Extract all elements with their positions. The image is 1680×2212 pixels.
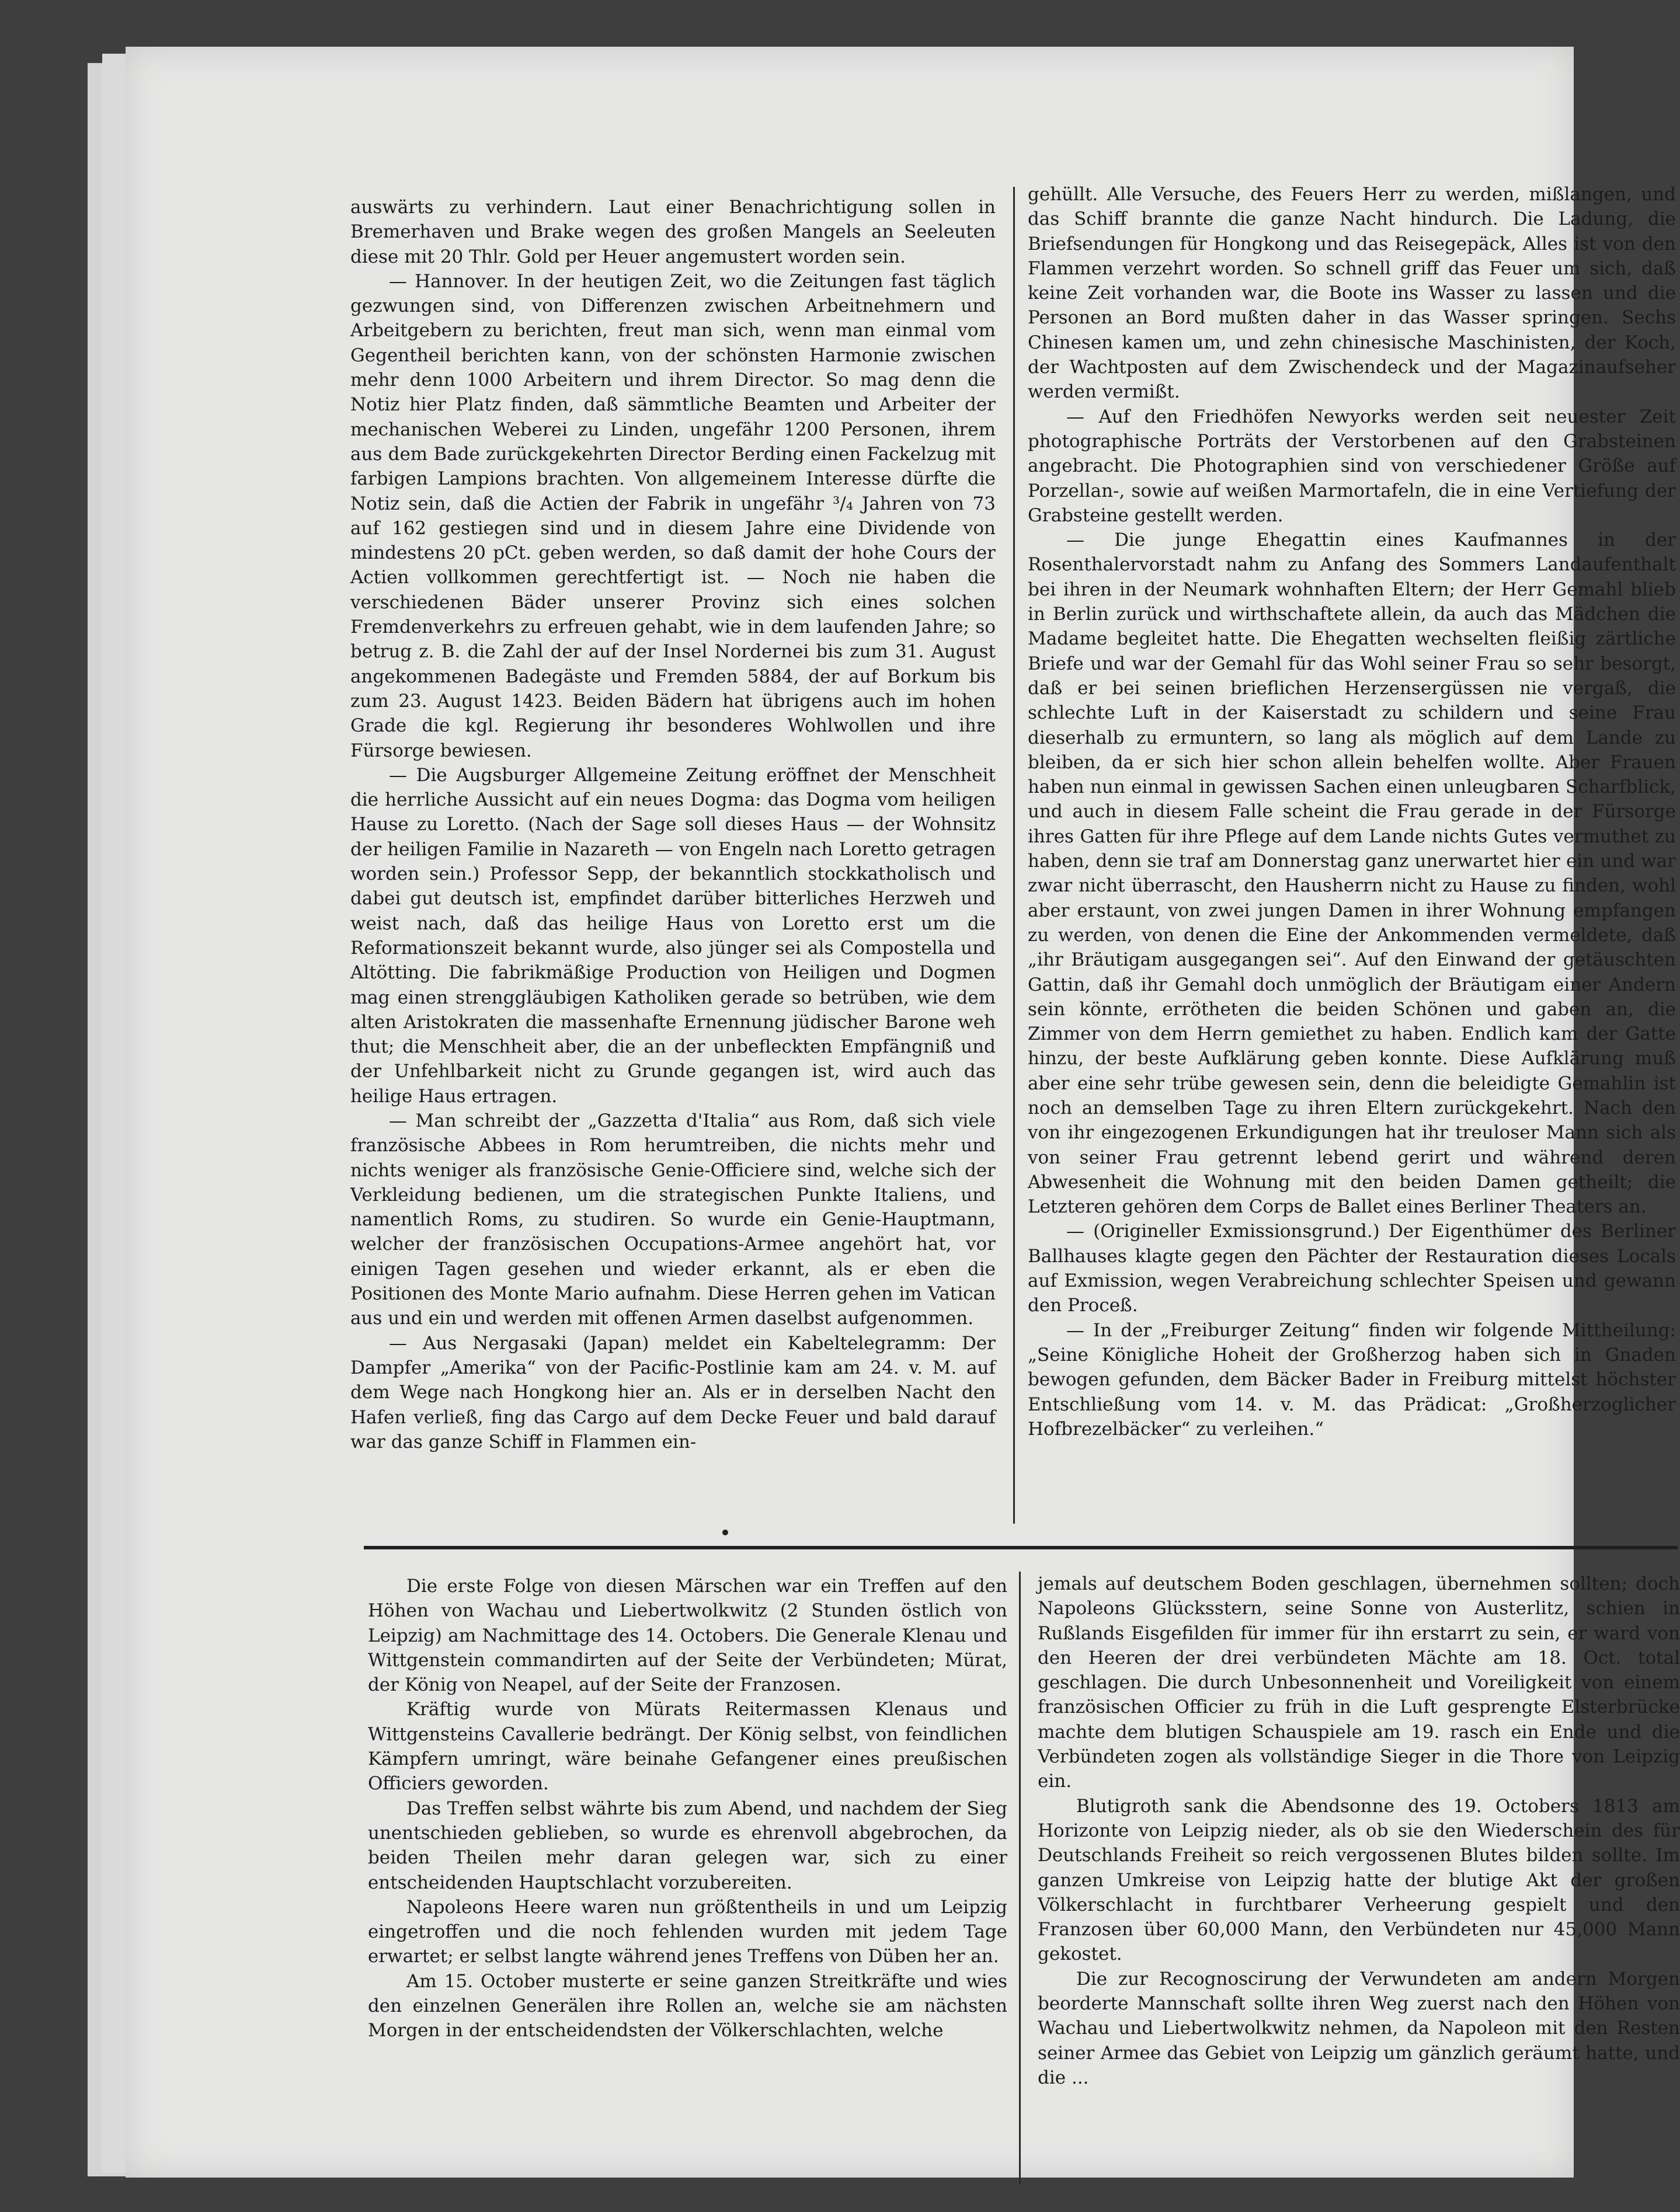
paragraph: — Aus Nergasaki (Japan) meldet ein Kabeltelegramm: Der Dampfer „Amerika“ von der Pacific-Postlinie kam am 24. v. M. auf dem Wege nach Hongkong hier an. Als er in derselben Nacht den Hafen verließ, fing das Cargo auf dem Decke Feuer und bald darauf war das ganze Schiff in Flammen ein- (350, 1332, 996, 1452)
feuilleton-column-right (1038, 1572, 1680, 2090)
paragraph: auswärts zu verhindern. Laut einer Benachrichtigung sollen in Bremerhaven und Brake wegen des großen Mangels an Seeleuten diese mit 20 Thlr. Gold per Heuer angemustert worden sein. (350, 197, 996, 267)
feuilleton-divider (364, 1546, 1678, 1549)
paragraph: Am 15. October musterte er seine ganzen Streitkräfte und wies den einzelnen Generälen ihre Rollen an, welche sie am nächsten Morgen in der entscheidendsten der Völkerschlachten, welche (368, 1970, 1007, 2042)
feuilleton-column-left (368, 1574, 1007, 2043)
column-divider (1013, 187, 1015, 1524)
paragraph: — Auf den Friedhöfen Newyorks werden seit neuester Zeit photographische Porträts der Verstorbenen auf den Grabsteinen angebracht. Die Photographien sind von verschiedener Größe auf Porzellan-, sowie auf weißen Marmortafeln, die in eine Vertiefung der Grabsteine gestellt werden. (1028, 406, 1676, 526)
paragraph: — Die junge Ehegattin eines Kaufmannes in der Rosenthalervorstadt nahm zu Anfang des Sommers Landaufenthalt bei ihren in der Neumark wohnhaften Eltern; der Herr Gemahl blieb in Berlin zurück und wirthschaftete allein, da auch das Mädchen die Madame begleitet hatte. Die Ehegatten wechselten fleißig zärtliche Briefe und war der Gemahl für das Wohl seiner Frau so sehr besorgt, daß er bei seinen brieflichen Herzensergüssen nie vergaß, die schlechte Luft in der Kaiserstadt zu schildern und seine Frau dieserhalb zu ermuntern, so lang als möglich auf dem Lande zu bleiben, da er sich hier schon allein behelfen wollte. Aber Frauen haben nun einmal in gewissen Sachen einen unleugbaren Scharfblick, und auch in diesem Falle scheint die Frau gerade in der Fürsorge ihres Gatten für ihre Pflege auf dem Lande nichts Gutes vermuthet zu haben, denn sie traf am Donnerstag ganz unerwartet hier ein und war zwar nicht überrascht, den Hausherrn nicht zu Hause zu finden, wohl aber erstaunt, von zwei jungen Damen in ihrer Wohnung empfangen zu werden, von denen die Eine der Ankommenden vermeldete, daß „ihr Bräutigam ausgegangen sei“. Auf den Einwand der getäuschten Gattin, daß ihr Gemahl doch unmöglich der Bräutigam einer Andern sein könnte, errötheten die beiden Schönen und gaben an, die Zimmer von dem Herrn gemiethet zu haben. Endlich kam der Gatte hinzu, der beste Aufklärung geben konnte. Diese Aufklärung muß aber eine sehr trübe gewesen sein, denn die beleidigte Gemahlin ist noch an demselben Tage zu ihren Eltern zurückgekehrt. Nach den von ihr eingezogenen Erkundigungen hat ihr treuloser Mann sich als von seiner Frau getrennt lebend gerirt und während deren Abwesenheit die Wohnung mit den beiden Damen getheilt; die Letzteren gehören dem Corps de Ballet eines Berliner Theaters an. (1028, 530, 1676, 1218)
paragraph: Napoleons Heere waren nun größtentheils in und um Leipzig eingetroffen und die noch fehlenden wurden mit jedem Tage erwartet; er selbst langte während jenes Treffens von Düben her an. (368, 1896, 1007, 1967)
paragraph: — Man schreibt der „Gazzetta d'Italia“ aus Rom, daß sich viele französische Abbees in Rom herumtreiben, die nichts mehr und nichts weniger als französische Genie-Officiere sind, welche sich der Verkleidung bedienen, um die strategischen Punkte Italiens, und namentlich Roms, zu studiren. So wurde ein Genie-Hauptmann, welcher der französischen Occupations-Armee angehört hat, vor einigen Tagen gesehen und wieder erkannt, als er eben die Positionen des Monte Mario aufnahm. Diese Herren gehen im Vatican aus und ein und werden mit offenen Armen daselbst aufgenommen. (350, 1110, 996, 1329)
article-column-left-top (350, 195, 996, 1454)
paragraph: — Die Augsburger Allgemeine Zeitung eröffnet der Menschheit die herrliche Aussicht auf ein neues Dogma: das Dogma vom heiligen Hause zu Loretto. (Nach der Sage soll dieses Haus — der Wohnsitz der heiligen Familie in Nazareth — von Engeln nach Loretto getragen worden sein.) Professor Sepp, der bekanntlich stockkatholisch und dabei gut deutsch ist, empfindet darüber bitterliches Herzweh und weist nach, daß das heilige Haus von Loretto erst um die Reformationszeit bekannt wurde, also jünger sei als Compostella und Altötting. Die fabrikmäßige Production von Heiligen und Dogmen mag einen strenggläubigen Katholiken gerade so betrüben, wie dem alten Aristokraten die massenhafte Ernennung jüdischer Barone weh thut; die Menschheit aber, die an der unbefleckten Empfängniß und der Unfehlbarkeit nicht zu Grunde gegangen ist, wird auch das heilige Haus ertragen. (350, 764, 996, 1107)
paragraph: jemals auf deutschem Boden geschlagen, übernehmen sollten; doch Napoleons Glücksstern, seine Sonne von Austerlitz, schien in Rußlands Eisgefilden für immer für ihn erstarrt zu sein, er ward von den Heeren der drei verbündeten Mächte am 18. Oct. total geschlagen. Die durch Unbesonnenheit und Voreiligkeit von einem französischen Officier zu früh in die Luft gesprengte Elsterbrücke machte dem blutigen Schauspiele am 19. rasch ein Ende und die Verbündeten zogen als vollständige Sieger in die Thore von Leipzig ein. (1038, 1573, 1680, 1792)
paragraph: — (Origineller Exmissionsgrund.) Der Eigenthümer des Berliner Ballhauses klagte gegen den Pächter der Restauration dieses Locals auf Exmission, wegen Verabreichung schlechter Speisen und gewann den Proceß. (1028, 1221, 1676, 1316)
paragraph: — In der „Freiburger Zeitung“ finden wir folgende Mittheilung: „Seine Königliche Hoheit der Großherzog haben sich in Gnaden bewogen gefunden, dem Bäcker Bader in Freiburg mittelst höchster Entschließung vom 14. v. M. das Prädicat: „Großherzoglicher Hofbrezelbäcker“ zu verleihen.“ (1028, 1319, 1676, 1440)
paragraph: Das Treffen selbst währte bis zum Abend, und nachdem der Sieg unentschieden geblieben, so wurde es ehrenvoll abgebrochen, da beiden Theilen mehr daran gelegen war, sich zu einer entscheidenden Hauptschlacht vorzubereiten. (368, 1798, 1007, 1893)
paragraph: Die erste Folge von diesen Märschen war ein Treffen auf den Höhen von Wachau und Liebertwolkwitz (2 Stunden östlich von Leipzig) am Nachmittage des 14. Octobers. Die Generale Klenau und Wittgenstein commandirten auf der Seite der Verbündeten; Mürat, der König von Neapel, auf der Seite der Franzosen. (368, 1576, 1007, 1696)
paragraph: Blutigroth sank die Abendsonne des 19. Octobers 1813 am Horizonte von Leipzig nieder, als ob sie den Wiederschein des für Deutschlands Freiheit so reich vergossenen Blutes bilden sollte. Im ganzen Umkreise von Leipzig hatte der blutige Akt der großen Völkerschlacht in furchtbarer Verheerung gespielt und den Franzosen über 60,000 Mann, den Verbündeten nur 45,000 Mann gekostet. (1038, 1795, 1680, 1965)
newspaper-page (126, 47, 1680, 2178)
paragraph: gehüllt. Alle Versuche, des Feuers Herr zu werden, mißlangen, und das Schiff brannte die ganze Nacht hindurch. Die Ladung, die Briefsendungen für Hongkong und das Reisegepäck, Alles ist von den Flammen verzehrt worden. So schnell griff das Feuer um sich, daß keine Zeit vorhanden war, die Boote ins Wasser zu lassen und die Personen an Bord mußten daher in das Wasser springen. Sechs Chinesen kamen um, und zehn chinesische Maschinisten, der Koch, der Wachtposten auf dem Zwischendeck und der Magazinaufseher werden vermißt. (1028, 184, 1676, 403)
paragraph: — Hannover. In der heutigen Zeit, wo die Zeitungen fast täglich gezwungen sind, von Differenzen zwischen Arbeitnehmern und Arbeitgebern zu berichten, freut man sich, wenn man einmal vom Gegentheil berichten kann, von der schönsten Harmonie zwischen mehr denn 1000 Arbeitern und ihrem Director. So mag denn die Notiz hier Platz finden, daß sämmtliche Beamten und Arbeiter der mechanischen Weberei zu Linden, ungefähr 1200 Personen, ihrem aus dem Bade zurückgekehrten Director Berding einen Fackelzug mit farbigen Lampions brachten. Von allgemeinem Interesse dürfte die Notiz sein, daß die Actien der Fabrik in ungefähr ³/₄ Jahren von 73 auf 162 gestiegen sind und in diesem Jahre eine Dividende von mindestens 20 pCt. geben werden, so daß damit der hohe Cours der Actien vollkommen gerechtfertigt ist. — Noch nie haben die verschiedenen Bäder unserer Provinz sich eines solchen Fremdenverkehrs zu erfreuen gehabt, wie in dem laufenden Jahre; so betrug z. B. die Zahl der auf der Insel Nordernei bis zum 31. August angekommenen Badegäste und Fremden 5884, der auf Borkum bis zum 23. August 1423. Beiden Bädern hat übrigens auch im hohen Grade die kgl. Regierung ihr besonderes Wohlwollen und ihre Fürsorge bewiesen. (350, 270, 996, 761)
column-divider (1019, 1572, 1021, 2185)
divider-dot (722, 1530, 728, 1535)
paragraph: Kräftig wurde von Mürats Reitermassen Klenaus und Wittgensteins Cavallerie bedrängt. Der König selbst, von feindlichen Kämpfern umringt, wäre beinahe Gefangener eines preußischen Officiers geworden. (368, 1699, 1007, 1795)
paragraph: Die zur Recognoscirung der Verwundeten am andern Morgen beorderte Mannschaft sollte ihren Weg zuerst nach den Höhen von Wachau und Liebertwolkwitz nehmen, da Napoleon mit den Resten seiner Armee das Gebiet von Leipzig um gänzlich geräumt hatte, und die ... (1038, 1968, 1680, 2088)
article-column-right-top (1028, 182, 1676, 1441)
